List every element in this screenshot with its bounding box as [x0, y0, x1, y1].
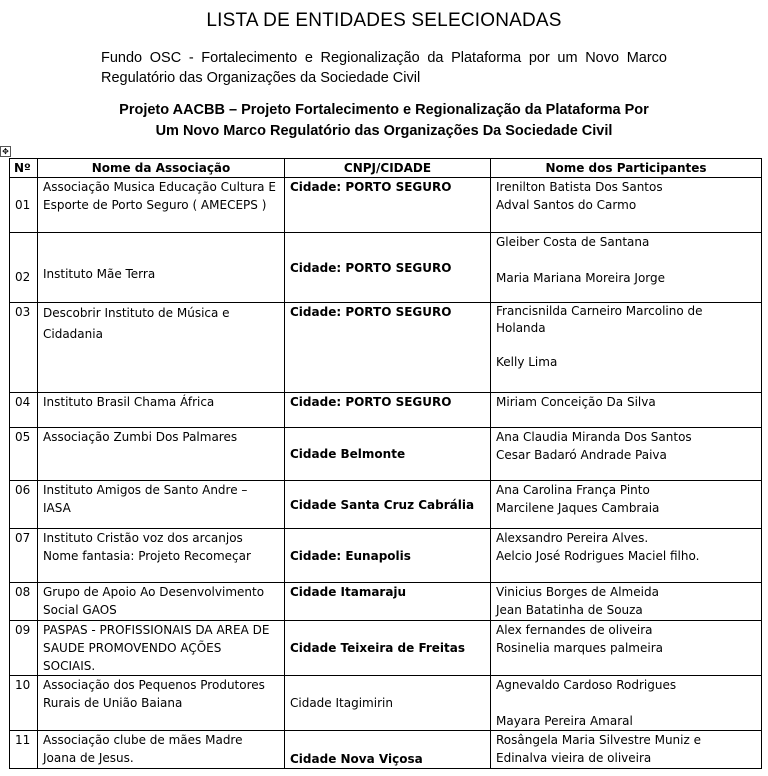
table-row	[10, 233, 762, 303]
participants: Ana Carolina França Pinto Marcilene Jaques Cambraia	[491, 481, 762, 529]
city: Cidade Nova Viçosa	[285, 731, 491, 769]
city: Cidade: PORTO SEGURO	[285, 178, 491, 233]
participants: Alexsandro Pereira Alves. Aelcio José Rodrigues Maciel filho.	[491, 529, 762, 583]
row-number: 06	[10, 481, 38, 529]
city: Cidade Itagimirin	[285, 676, 491, 731]
association-name: Associação dos Pequenos Produtores Rurais de União Baiana	[38, 676, 285, 731]
table-row	[10, 731, 762, 769]
participants: Ana Claudia Miranda Dos Santos Cesar Badaró Andrade Paiva	[491, 428, 762, 481]
association-name: Associação Musica Educação Cultura E Esporte de Porto Seguro ( AMECEPS )	[38, 178, 285, 233]
table-row	[10, 621, 762, 676]
row-number: 02	[10, 233, 38, 303]
table-row	[10, 428, 762, 481]
city: Cidade Teixeira de Freitas	[285, 621, 491, 676]
table-row	[10, 529, 762, 583]
row-number: 01	[10, 178, 38, 233]
row-number: 10	[10, 676, 38, 731]
table-row	[10, 583, 762, 621]
association-name: Instituto Cristão voz dos arcanjos Nome fantasia: Projeto Recomeçar	[38, 529, 285, 583]
header-nome: Nome da Associação	[38, 159, 285, 178]
header-participantes: Nome dos Participantes	[491, 159, 762, 178]
association-name: Descobrir Instituto de Música e Cidadania	[38, 303, 285, 393]
association-name: Instituto Mãe Terra	[38, 233, 285, 303]
participants: Miriam Conceição Da Silva	[491, 393, 762, 428]
table-row	[10, 393, 762, 428]
row-number: 09	[10, 621, 38, 676]
participants: Gleiber Costa de Santana Maria Mariana Moreira Jorge	[491, 233, 762, 303]
association-name: Associação clube de mães Madre Joana de Jesus.	[38, 731, 285, 769]
fund-description	[101, 48, 667, 88]
header-num: Nº	[10, 159, 38, 178]
fund-description-line-1: Fundo OSC - Fortalecimento e Regionalização da Plataforma por um Novo Marco	[101, 50, 667, 66]
city: Cidade: Eunapolis	[285, 529, 491, 583]
participants: Francisnilda Carneiro Marcolino de Holanda Kelly Lima	[491, 303, 762, 393]
city: Cidade Belmonte	[285, 428, 491, 481]
row-number: 11	[10, 731, 38, 769]
association-name: Grupo de Apoio Ao Desenvolvimento Social GAOS	[38, 583, 285, 621]
fund-description-line-2: Regulatório das Organizações da Sociedade Civil	[101, 70, 421, 86]
table-move-handle-icon[interactable]: ✥	[0, 146, 11, 157]
entities-table	[9, 158, 762, 769]
row-number: 07	[10, 529, 38, 583]
table-row	[10, 481, 762, 529]
participants: Irenilton Batista Dos Santos Adval Santos do Carmo	[491, 178, 762, 233]
association-name: Associação Zumbi Dos Palmares	[38, 428, 285, 481]
project-heading-line-1: Projeto AACBB – Projeto Fortalecimento e Regionalização da Plataforma Por	[119, 102, 649, 118]
city: Cidade Itamaraju	[285, 583, 491, 621]
row-number: 03	[10, 303, 38, 393]
participants: Alex fernandes de oliveira Rosinelia marques palmeira	[491, 621, 762, 676]
table-row	[10, 178, 762, 233]
table-header-row	[10, 159, 762, 178]
project-heading	[0, 100, 768, 142]
association-name: Instituto Amigos de Santo Andre – IASA	[38, 481, 285, 529]
table-row	[10, 676, 762, 731]
project-heading-line-2: Um Novo Marco Regulatório das Organizações Da Sociedade Civil	[155, 123, 613, 139]
row-number: 04	[10, 393, 38, 428]
participants: Vinicius Borges de Almeida Jean Batatinha de Souza	[491, 583, 762, 621]
association-name: Instituto Brasil Chama África	[38, 393, 285, 428]
city: Cidade: PORTO SEGURO	[285, 393, 491, 428]
row-number: 05	[10, 428, 38, 481]
participants: Agnevaldo Cardoso Rodrigues Mayara Pereira Amaral	[491, 676, 762, 731]
document-title: LISTA DE ENTIDADES SELECIONADAS	[206, 10, 562, 31]
row-number: 08	[10, 583, 38, 621]
city: Cidade: PORTO SEGURO	[285, 233, 491, 303]
header-cnpj: CNPJ/CIDADE	[285, 159, 491, 178]
table-row	[10, 303, 762, 393]
city: Cidade: PORTO SEGURO	[285, 303, 491, 393]
participants: Rosângela Maria Silvestre Muniz e Edinalva vieira de oliveira	[491, 731, 762, 769]
city: Cidade Santa Cruz Cabrália	[285, 481, 491, 529]
association-name: PASPAS - PROFISSIONAIS DA AREA DE SAUDE PROMOVENDO AÇÕES SOCIAIS.	[38, 621, 285, 676]
